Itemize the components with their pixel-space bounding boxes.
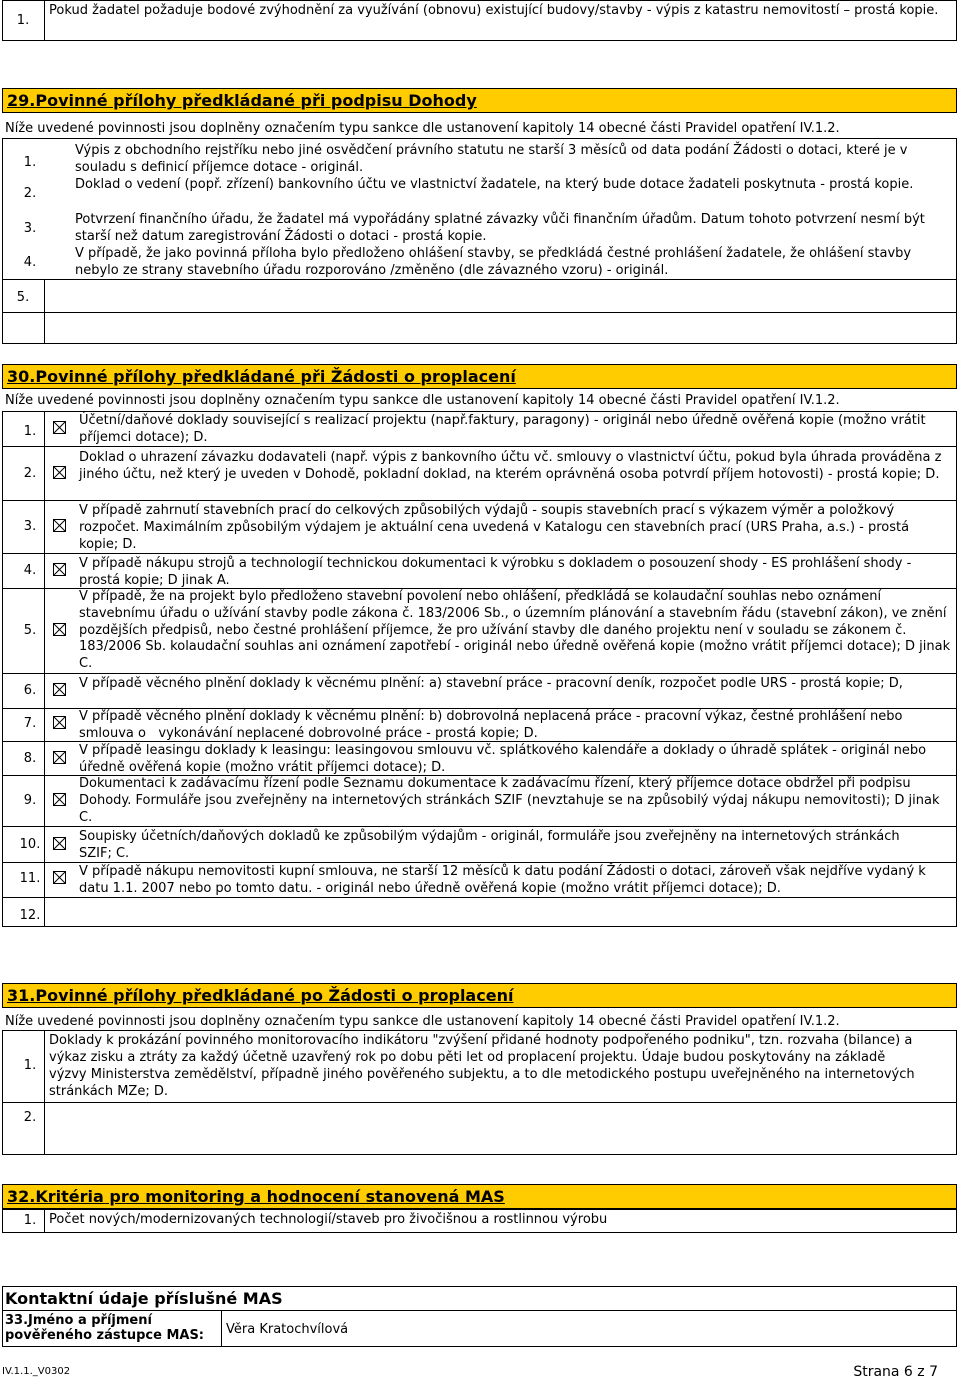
s29-item-3-number: 3. xyxy=(23,221,37,236)
s30-item-4-text: V případě nákupu strojů a technologií technickou dokumentaci k výrobku s dokladem o posouzení shody - ES prohlášení shody - prostá kopie; D jinak A. xyxy=(79,556,912,588)
s30-item-5-number: 5. xyxy=(23,623,37,638)
s32-item-1-number: 1. xyxy=(23,1213,37,1228)
section-31-number: 31. xyxy=(7,986,36,1005)
s30-item-12-number: 12. xyxy=(19,908,41,923)
s30-item-7-number: 7. xyxy=(23,716,37,731)
s30-item-8-text: V případě leasingu doklady k leasingu: leasingovou smlouvu vč. splátkového kalendáře a doklady o úhradě splátek - originál nebo úředně ověřená kopie (možno vrátit příjemci dotace); D. xyxy=(79,743,927,775)
section-31-title: Povinné přílohy předkládané po Žádosti o proplacení xyxy=(35,986,514,1005)
contact-value: Věra Kratochvílová xyxy=(226,1322,349,1337)
s30-item-2-checkbox[interactable] xyxy=(53,466,66,479)
s30-item-11-number: 11. xyxy=(19,871,41,886)
s30-item-7-text: V případě věcného plnění doklady k věcnému plnění: b) dobrovolná neplacená práce - pracovní výkaz, čestné prohlášení nebo smlouva o vykonávání neplacené dobrovolné práce - prostá kopie; D. xyxy=(79,709,907,741)
s30-item-5-checkbox[interactable] xyxy=(53,623,66,636)
s29-item-5-number: 5. xyxy=(16,290,30,305)
section-31-header xyxy=(2,983,957,1008)
s30-item-9-text: Dokumentaci k zadávacímu řízení podle Seznamu dokumentace k zadávacímu řízení, který příjemce dotace obdržel při podpisu Dohody. Formuláře jsou zveřejněny na internetových stránkách SZIF (nevztahuje se na způsobilý výdaj nákupu nemovitosti); D jinak C. xyxy=(79,776,940,825)
s30-item-1-number: 1. xyxy=(23,424,37,439)
footer-page: Strana 6 z 7 xyxy=(853,1364,938,1380)
s30-item-6-text: V případě věcného plnění doklady k věcnému plnění: a) stavební práce - pracovní deník, rozpočet podle URS - prostá kopie; D, xyxy=(79,676,903,691)
section-30-title: Povinné přílohy předkládané při Žádosti o proplacení xyxy=(35,367,516,386)
contact-title: Kontaktní údaje příslušné MAS xyxy=(5,1289,283,1308)
section-31-note: Níže uvedené povinnosti jsou doplněny označením typu sankce dle ustanovení kapitoly 14 obecné části Pravidel opatření IV.1.2. xyxy=(5,1014,840,1029)
s29-item-3-text: Potvrzení finančního úřadu, že žadatel má vypořádány splatné závazky vůči finančním úřadům. Datum tohoto potvrzení nesmí být starší než datum zaregistrování Žádosti o dotaci - prostá kopie. xyxy=(75,212,925,244)
s30-item-2-number: 2. xyxy=(23,466,37,481)
s29-item-2-text: Doklad o vedení (popř. zřízení) bankovního účtu ve vlastnictví žadatele, na který bude dotace žadateli poskytnuta - prostá kopie. xyxy=(75,177,914,192)
section-32-title: Kritéria pro monitoring a hodnocení stanovená MAS xyxy=(35,1187,505,1206)
s30-item-11-text: V případě nákupu nemovitosti kupní smlouva, ne starší 12 měsíců k datu podání Žádosti o dotaci, zároveň však nejdříve vydaný k datu 1.1. 2007 nebo po tomto datu. - originál nebo úředně ověřená kopie (možno vrátit příjemci dotace); D. xyxy=(79,864,926,896)
s30-item-3-number: 3. xyxy=(23,519,37,534)
s30-item-4-checkbox[interactable] xyxy=(53,563,66,576)
top-item-text: Pokud žadatel požaduje bodové zvýhodnění za využívání (obnovu) existující budovy/stavby - výpis z katastru nemovitostí – prostá kopie. xyxy=(49,3,939,18)
s31-item-1-number: 1. xyxy=(23,1058,37,1073)
s29-item-1-number: 1. xyxy=(23,155,37,170)
s30-item-2-text: Doklad o uhrazení závazku dodavateli (např. výpis z bankovního účtu vč. smlouvy o vlastnictví účtu, pokud byla úhrada prováděna z jiného účtu, než který je uveden v Dohodě, pokladní doklad, na kterém oprávněná osoba potvrdí příjem hotovosti) - prostá kopie; D. xyxy=(79,450,942,482)
s30-item-3-checkbox[interactable] xyxy=(53,519,66,532)
section-29-title: Povinné přílohy předkládané při podpisu Dohody xyxy=(35,91,477,110)
s31-item-1-text: Doklady k prokázání povinného monitorovacího indikátoru "zvýšení přidané hodnoty podpořeného podniku", tzn. rozvaha (bilance) a výkaz zisku a ztráty za každý účetně uzavřený rok po dobu pěti let od proplacení projektu. Údaje budou poskytovány na základě výzvy Ministerstva zemědělství, případně jiného pověřeného subjektu, a to dle metodického postupu uveřejněného na internetových stránkách MZe; D. xyxy=(49,1033,915,1099)
s31-item-2-number: 2. xyxy=(23,1110,37,1125)
s30-item-5-text: V případě, že na projekt bylo předloženo stavební povolení nebo ohlášení, předkládá se kolaudační souhlas nebo oznámení stavebnímu úřadu o užívání stavby podle zákona č. 183/2006 Sb., o územním plánování a stavebním řádu (stavební zákon), ve znění pozdějších předpisů, nebo čestné prohlášení příjemce, že pro užívání stavby dle daného projektu není v souladu se zákonem č. 183/2006 Sb. kolaudační souhlas ani oznámení zapotřebí - originál nebo úředně ověřená kopie (možno vrátit příjemci dotace); D jinak C. xyxy=(79,589,951,672)
s30-item-10-checkbox[interactable] xyxy=(53,837,66,850)
section-32-header xyxy=(2,1184,957,1209)
s30-item-7-checkbox[interactable] xyxy=(53,716,66,729)
s29-item-4-text: V případě, že jako povinná příloha bylo předloženo ohlášení stavby, se předkládá čestné prohlášení žadatele, že ohlášení stavby nebylo ze strany stavebního úřadu rozporováno /změněno (dle závazného vzoru) - originál. xyxy=(75,246,912,278)
s30-item-6-number: 6. xyxy=(23,683,37,698)
s30-item-9-checkbox[interactable] xyxy=(53,793,66,806)
s29-item-1-text: Výpis z obchodního rejstříku nebo jiné osvědčení právního statutu ne starší 3 měsíců od data podání Žádosti o dotaci, které je v souladu s definicí příjemce dotace - originál. xyxy=(75,143,908,175)
section-30-number: 30. xyxy=(7,367,36,386)
s30-item-11-checkbox[interactable] xyxy=(53,871,66,884)
section-29-number: 29. xyxy=(7,91,36,110)
s30-item-3-text: V případě zahrnutí stavebních prací do celkových způsobilých výdajů - soupis stavebních prací s výkazem výměr a položkový rozpočet. Maximálním způsobilým výdajem je aktuální cena uvedená v Katalogu cen stavebních prací (URS Praha, a.s.) - prostá kopie; D. xyxy=(79,503,910,552)
section-29-header xyxy=(2,88,957,113)
contact-label: 33.Jméno a příjmení pověřeného zástupce MAS: xyxy=(5,1313,204,1343)
s29-item-2-number: 2. xyxy=(23,186,37,201)
top-item-number: 1. xyxy=(16,13,30,28)
s30-item-8-checkbox[interactable] xyxy=(53,751,66,764)
s30-item-10-text: Soupisky účetních/daňových dokladů ke způsobilým výdajům - originál, formuláře jsou zveřejněny na internetových stránkách SZIF; C. xyxy=(79,829,900,861)
s32-item-1-text: Počet nových/modernizovaných technologií/staveb pro živočišnou a rostlinnou výrobu xyxy=(49,1212,608,1227)
s30-item-1-checkbox[interactable] xyxy=(53,421,66,434)
s29-item-4-number: 4. xyxy=(23,255,37,270)
s30-item-6-checkbox[interactable] xyxy=(53,683,66,696)
section-29-note: Níže uvedené povinnosti jsou doplněny označením typu sankce dle ustanovení kapitoly 14 obecné části Pravidel opatření IV.1.2. xyxy=(5,121,840,136)
section-30-note: Níže uvedené povinnosti jsou doplněny označením typu sankce dle ustanovení kapitoly 14 obecné části Pravidel opatření IV.1.2. xyxy=(5,393,840,408)
s30-item-1-text: Účetní/daňové doklady související s realizací projektu (např.faktury, paragony) - originál nebo úředně ověřená kopie (možno vrátit příjemci dotace); D. xyxy=(79,413,926,445)
s30-item-10-number: 10. xyxy=(19,837,41,852)
section-32-number: 32. xyxy=(7,1187,36,1206)
s30-item-9-number: 9. xyxy=(23,793,37,808)
section-30-header xyxy=(2,364,957,389)
s30-item-4-number: 4. xyxy=(23,563,37,578)
s30-item-8-number: 8. xyxy=(23,751,37,766)
footer-code: IV.1.1._V0302 xyxy=(2,1366,71,1377)
